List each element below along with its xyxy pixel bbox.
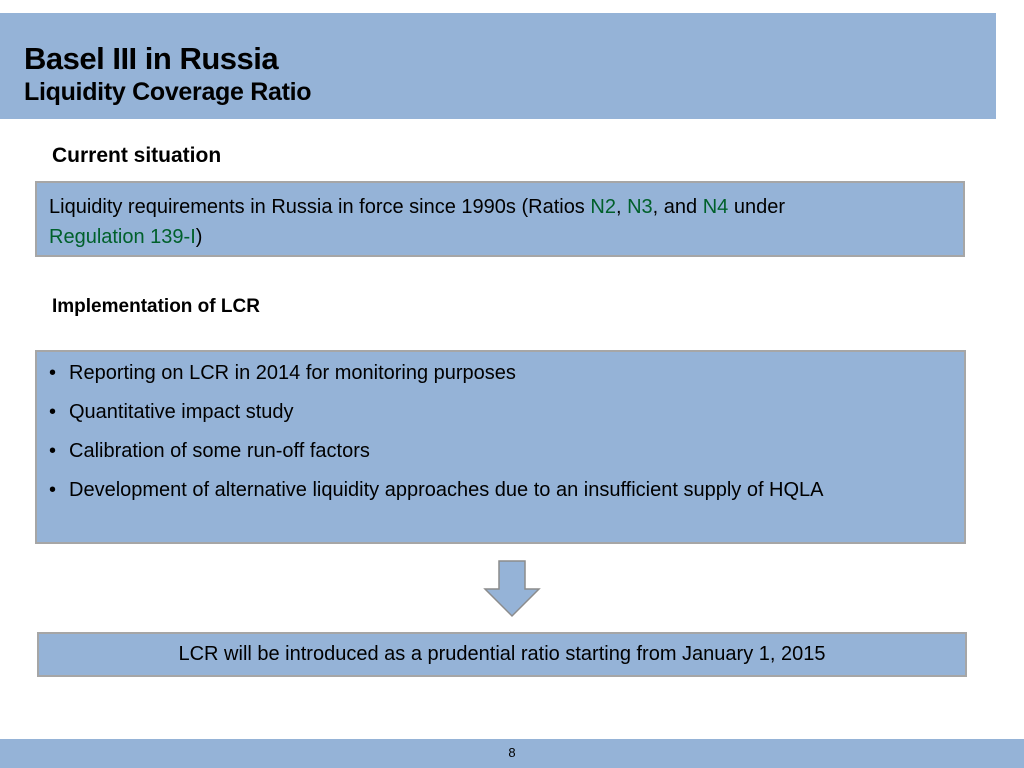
- implementation-box: [35, 350, 966, 544]
- list-item-text: Quantitative impact study: [69, 401, 294, 423]
- down-arrow-icon: [483, 560, 541, 618]
- result-text: LCR will be introduced as a prudential ratio starting from January 1, 2015: [178, 643, 826, 665]
- separator-1: ,: [615, 196, 628, 218]
- current-situation-heading: Current situation: [52, 144, 222, 167]
- separator-2: , and: [652, 196, 703, 218]
- header-band: [0, 13, 996, 119]
- regulation-reference: Regulation 139-I: [49, 226, 196, 248]
- implementation-list: [49, 359, 952, 505]
- list-item: [49, 359, 952, 388]
- text-under: under: [728, 196, 785, 218]
- current-situation-box: [35, 181, 965, 257]
- page-number: 8: [508, 745, 516, 760]
- ratio-n3: N3: [627, 196, 653, 218]
- bullet-icon: •: [49, 479, 57, 501]
- current-text-start: Liquidity requirements in Russia in force since 1990s (Ratios: [49, 196, 591, 218]
- page-title: Basel III in Russia: [24, 41, 279, 76]
- page-subtitle: Liquidity Coverage Ratio: [24, 78, 312, 106]
- bullet-icon: •: [49, 362, 57, 384]
- ratio-n2: N2: [590, 196, 616, 218]
- close-paren: ): [195, 226, 203, 248]
- bullet-icon: •: [49, 440, 57, 462]
- footer-band: [0, 739, 1024, 768]
- list-item: [49, 437, 952, 466]
- list-item: [49, 398, 952, 427]
- list-item-text: Development of alternative liquidity approaches due to an insufficient supply of HQLA: [69, 479, 824, 501]
- ratio-n4: N4: [702, 196, 729, 218]
- implementation-heading: Implementation of LCR: [52, 296, 260, 317]
- bullet-icon: •: [49, 401, 57, 423]
- list-item-text: Calibration of some run-off factors: [69, 440, 370, 462]
- result-box: [37, 632, 967, 677]
- list-item: [49, 476, 952, 505]
- list-item-text: Reporting on LCR in 2014 for monitoring purposes: [69, 362, 516, 384]
